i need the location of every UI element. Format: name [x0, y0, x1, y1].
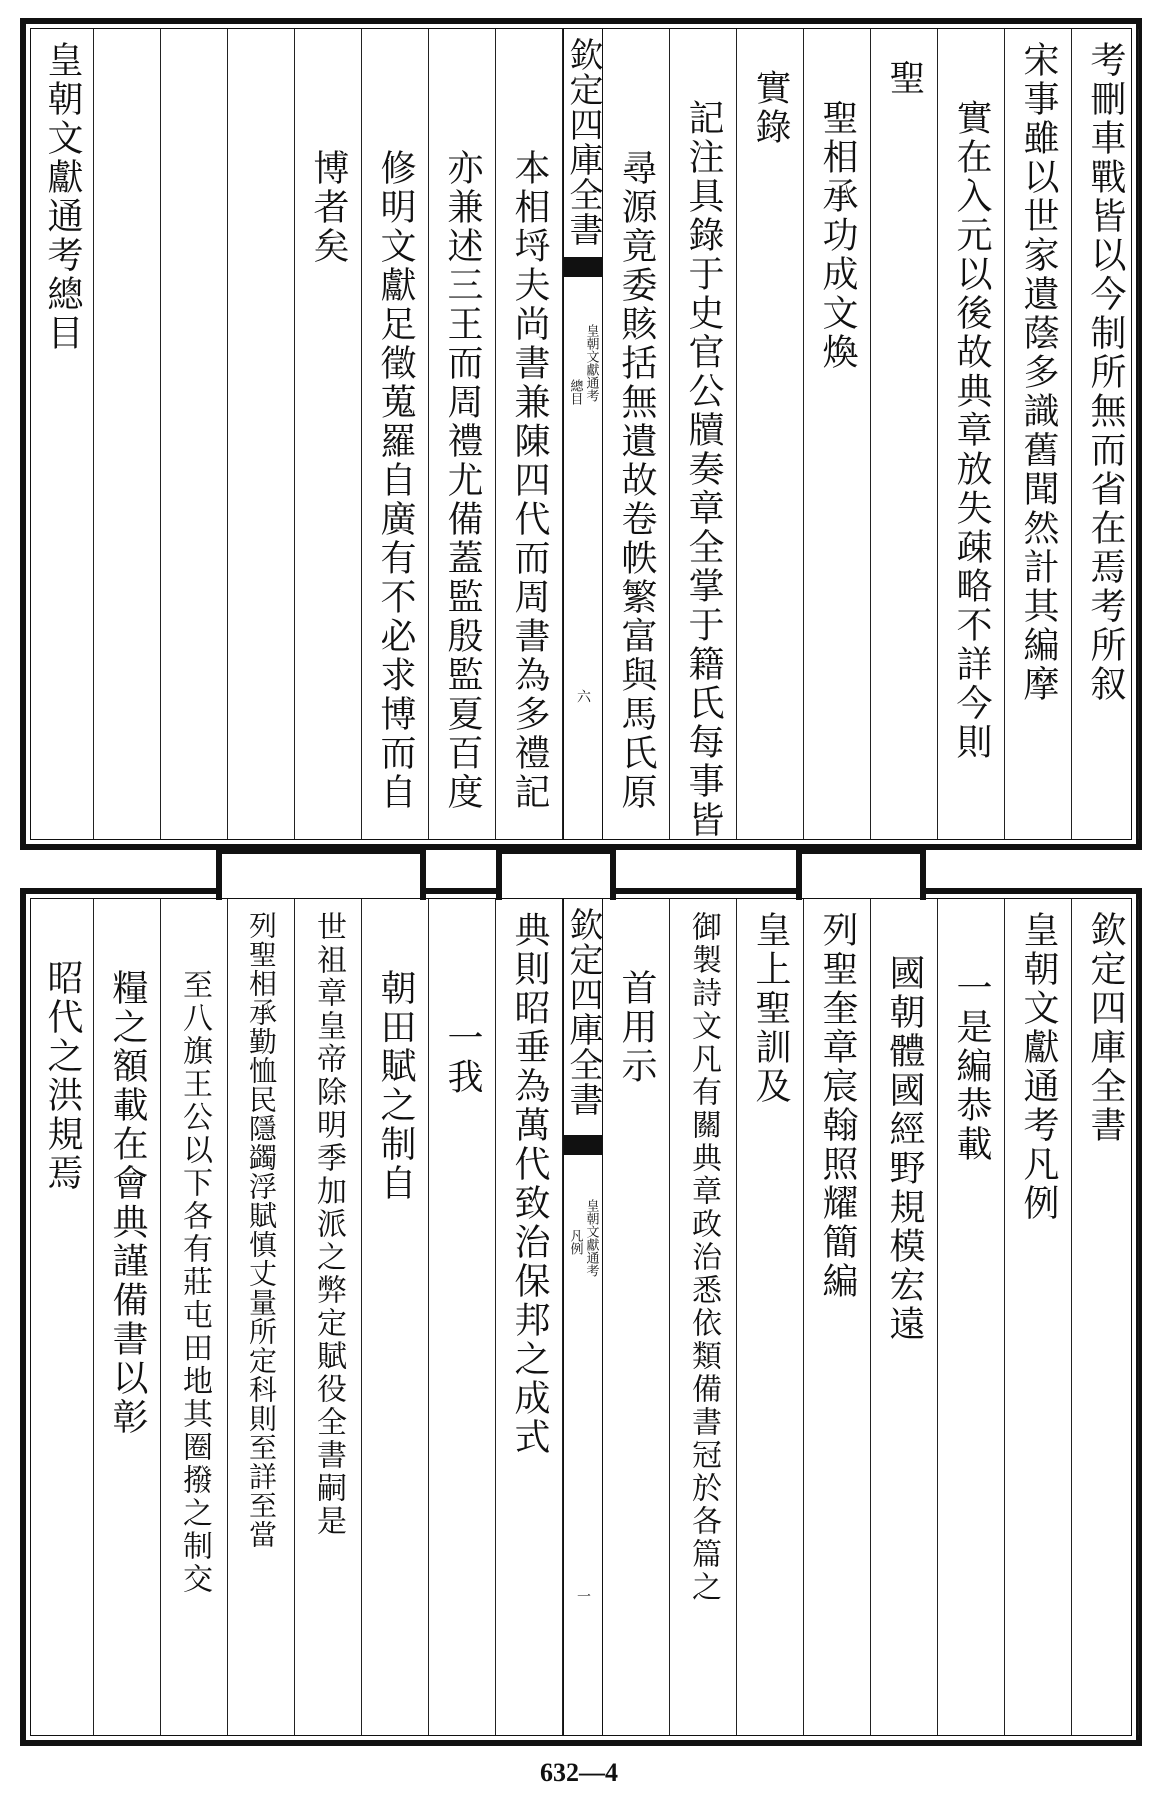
text-column — [1005, 29, 1072, 839]
page-number: 632—4 — [540, 1758, 618, 1787]
column-text: 首用示 — [616, 969, 657, 1086]
bottom-page — [20, 888, 1142, 1746]
text-column — [161, 899, 228, 1735]
column-text: 聖 — [884, 59, 925, 98]
text-column — [804, 899, 871, 1735]
column-text: 典則昭垂為萬代致治保邦之成式 — [509, 911, 550, 1457]
banxin-section: 凡例 — [567, 1229, 583, 1255]
column-text: 聖相承功成文煥 — [817, 99, 858, 372]
banxin-section: 總目 — [567, 379, 583, 405]
text-column — [603, 29, 670, 839]
column-text: 皇上聖訓及 — [750, 911, 791, 1106]
text-column — [603, 899, 670, 1735]
text-column — [1072, 899, 1139, 1735]
text-column — [737, 29, 804, 839]
column-text: 世祖章皇帝除明季加派之弊定賦役全書嗣是 — [311, 911, 346, 1538]
banxin-title: 欽定四庫全書 — [563, 907, 603, 1117]
column-text: 尋源竟委賅括無遺故卷帙繁富與馬氏原 — [616, 149, 657, 812]
column-text: 修明文獻足徵蒐羅自廣有不必求博而自 — [375, 149, 416, 812]
top-page-frame — [30, 28, 1132, 840]
column-text: 列聖相承勤恤民隱蠲浮賦慎丈量所定科則至詳至當 — [245, 911, 278, 1549]
text-column — [295, 899, 362, 1735]
column-text: 實在入元以後故典章放失疎略不詳今則 — [951, 99, 992, 762]
frame-tab — [216, 848, 426, 900]
text-column — [871, 29, 938, 839]
column-text: 考刪車戰皆以今制所無而省在焉考所叙 — [1085, 41, 1126, 704]
banxin-center-column — [563, 899, 603, 1735]
bottom-page-frame — [30, 898, 1132, 1736]
column-text: 列聖奎章宸翰照耀簡編 — [817, 911, 858, 1301]
text-column — [94, 29, 161, 839]
column-text: 實錄 — [750, 69, 791, 147]
top-page — [20, 18, 1142, 850]
text-column — [670, 29, 737, 839]
column-text: 宋事雖以世家遺蔭多識舊聞然計其編摩 — [1018, 41, 1059, 704]
column-text: 記注具錄于史官公牘奏章全掌于籍氏每事皆 — [683, 99, 724, 840]
text-column — [429, 29, 496, 839]
banxin-page-number: 六 — [575, 689, 591, 703]
fish-tail-mark — [564, 257, 602, 277]
column-text: 糧之額載在會典謹備書以彰 — [107, 969, 148, 1437]
text-column — [31, 29, 94, 839]
text-column — [31, 899, 94, 1735]
column-text: 一我 — [442, 1019, 483, 1097]
text-column — [737, 899, 804, 1735]
text-column — [228, 899, 295, 1735]
column-text: 一是編恭載 — [951, 969, 992, 1164]
banxin-book-title: 皇朝文獻通考 — [583, 1199, 599, 1277]
frame-tab — [796, 848, 926, 900]
column-text: 朝田賦之制自 — [375, 969, 416, 1203]
text-column — [871, 899, 938, 1735]
text-column — [938, 899, 1005, 1735]
fish-tail-mark — [564, 1135, 602, 1155]
column-text: 亦兼述三王而周禮尤備蓋監殷監夏百度 — [442, 149, 483, 812]
text-column — [295, 29, 362, 839]
text-column — [496, 899, 563, 1735]
column-text: 至八旗王公以下各有莊屯田地其圈撥之制交 — [177, 969, 212, 1596]
text-column — [228, 29, 295, 839]
text-column — [804, 29, 871, 839]
column-text: 欽定四庫全書 — [1085, 911, 1126, 1145]
column-text: 御製詩文凡有關典章政治悉依類備書冠於各篇之 — [686, 911, 721, 1604]
text-column — [161, 29, 228, 839]
column-text: 皇朝文獻通考凡例 — [1018, 911, 1059, 1223]
text-column — [1072, 29, 1139, 839]
text-column — [429, 899, 496, 1735]
column-text: 博者矣 — [308, 149, 349, 266]
text-column — [94, 899, 161, 1735]
banxin-title: 欽定四庫全書 — [563, 37, 603, 247]
banxin-center-column — [563, 29, 603, 839]
text-column — [938, 29, 1005, 839]
column-text: 昭代之洪規焉 — [42, 959, 83, 1193]
text-column — [496, 29, 563, 839]
column-text: 皇朝文獻通考總目 — [42, 41, 83, 353]
text-column — [362, 899, 429, 1735]
text-column — [362, 29, 429, 839]
column-text: 本相埒夫尚書兼陳四代而周書為多禮記 — [509, 149, 550, 812]
frame-tab — [496, 848, 616, 900]
column-text: 國朝體國經野規模宏遠 — [884, 954, 925, 1344]
text-column — [1005, 899, 1072, 1735]
banxin-page-number: 一 — [575, 1589, 591, 1603]
text-column — [670, 899, 737, 1735]
banxin-book-title: 皇朝文獻通考 — [583, 324, 599, 402]
